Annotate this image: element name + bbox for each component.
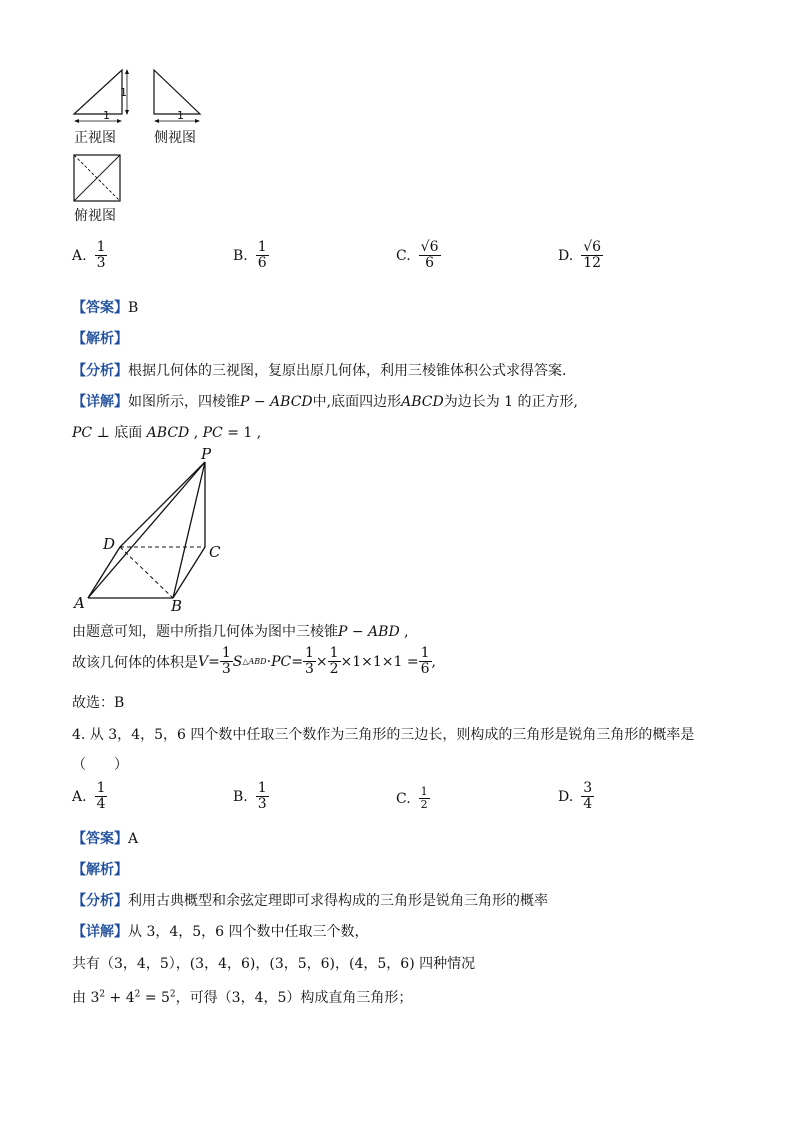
point-D-label: D (103, 535, 116, 553)
q3-option-c: C. $\frac{√6}{6}$ (396, 239, 439, 272)
q4-last: 由 $3^2 + 4^2 = 5^2$，可得（3，4，5）构成直角三角形； (72, 989, 413, 1006)
edge-BC (173, 547, 205, 598)
side-dim-label: 1 (177, 109, 184, 122)
q4-option-c: C. $\frac{1}{2}$ (396, 785, 428, 812)
q4-analysis-heading: 【解析】 (72, 862, 128, 878)
point-C-label: C (209, 543, 221, 561)
q4-option-b: B. $\frac{1}{3}$ (233, 780, 267, 813)
edge-PB (173, 462, 205, 598)
q4-option-a: A. $\frac{1}{4}$ (72, 780, 106, 813)
q3-option-a: A. $\frac{1}{3}$ (72, 239, 106, 272)
q3-choose: 故选：B (72, 695, 125, 711)
top-view-label: 俯视图 (74, 208, 116, 224)
q4-answer: 【答案】A (72, 831, 139, 847)
front-height-label: 1 (120, 86, 127, 99)
q4-stem: 4. 从 3，4，5，6 四个数中任取三个数作为三角形的三边长，则构成的三角形是锐角三角形的概率是 (72, 727, 695, 743)
side-view-label: 侧视图 (154, 130, 196, 146)
q4-option-d: D. $\frac{3}{4}$ (558, 780, 593, 813)
point-A-label: A (74, 594, 85, 612)
q4-cases: 共有（3，4，5），(3，4，6)，(3，5，6)，(4，5，6) 四种情况 (72, 956, 476, 972)
q4-fenxi: 【分析】利用古典概型和余弦定理即可求得构成的三角形是锐角三角形的概率 (72, 893, 548, 909)
edge-PA (88, 462, 205, 598)
q3-volume: 故该几何体的体积是 V = $\frac{1}{3}$ S △ABD · PC = $\frac{1}{3}$ × $\frac{1}{2}$ ×1×1×1 = $\frac{1}{6}$ , (72, 645, 436, 678)
point-B-label: B (171, 597, 183, 615)
q4-paren: （ ） (72, 757, 128, 773)
point-P-label: P (201, 445, 212, 463)
q3-deduce: 由题意可知，题中所指几何体为图中三棱锥P − ABD , (72, 624, 409, 640)
q4-detail: 【详解】从 3，4，5，6 四个数中任取三个数， (72, 924, 369, 940)
q3-option-d: D. $\frac{√6}{12}$ (558, 239, 602, 272)
q3-fenxi: 【分析】根据几何体的三视图，复原出原几何体，利用三棱锥体积公式求得答案. (72, 363, 567, 379)
q3-option-b: B. $\frac{1}{6}$ (233, 239, 267, 272)
front-dim-label: 1 (103, 109, 110, 122)
front-view-label: 正视图 (74, 130, 116, 146)
edge-PD (120, 462, 205, 547)
q3-detail: 【详解】如图所示，四棱锥P − ABCD中,底面四边形ABCD为边长为 1 的正方形, (72, 394, 578, 410)
q3-answer: 【答案】B (72, 300, 139, 316)
q3-analysis-heading: 【解析】 (72, 331, 128, 347)
edge-DB-hidden (120, 547, 173, 598)
edge-AD (88, 547, 120, 598)
q3-detail-line2: PC ⊥ 底面 ABCD , PC = 1 , (72, 425, 262, 441)
